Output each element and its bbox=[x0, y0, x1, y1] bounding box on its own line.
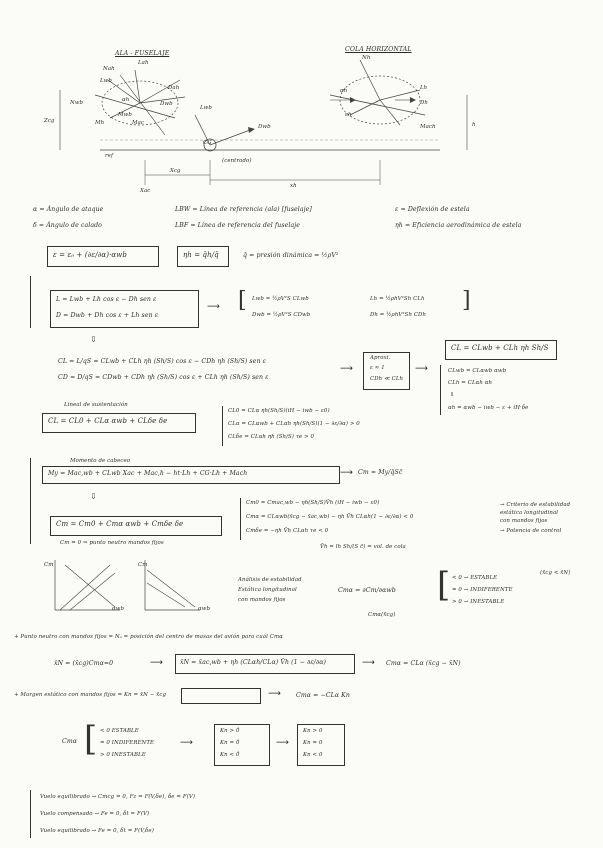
decomp-arrow: ⟶ bbox=[207, 302, 220, 312]
stab-case-3: > 0 → INESTABLE bbox=[452, 599, 505, 605]
def-lbf: LBF = Línea de referencia del fuselaje bbox=[175, 222, 301, 229]
mom-bracket bbox=[30, 458, 31, 544]
decomp-bracket bbox=[30, 276, 31, 328]
stab-title-1: Análisis de estabilidad bbox=[238, 577, 302, 583]
graph-axis-cm-2: Cm bbox=[138, 562, 148, 568]
coef-bracket-open: [ bbox=[238, 288, 247, 313]
def-eta: ηh = Eficiencia aerodinámica de estela bbox=[395, 222, 522, 229]
approx-title: Aproxi. bbox=[370, 355, 391, 361]
cm-case-1: < 0 ESTABLE bbox=[100, 728, 139, 734]
Cm-note-4: → Potencia de control bbox=[500, 528, 562, 534]
side-4: αh = αwb − iwb − ε + iH·δe bbox=[448, 405, 529, 411]
down-arrow-2: ⇩ bbox=[90, 492, 97, 501]
down-arrow-1: ⇩ bbox=[90, 335, 97, 344]
wing-label-lah: Lah bbox=[138, 60, 149, 66]
eta-eq: ηh = q̄h/q̄ bbox=[183, 251, 219, 259]
wing-label-mh: Mh bbox=[95, 120, 105, 126]
cond-bracket bbox=[30, 790, 31, 838]
neutral-line: + Punto neutro con mandos fijos = Nₐ = posición del centro de masas del avión para cuál Cmα bbox=[14, 634, 283, 640]
stab-case-1: < 0 → ESTABLE bbox=[452, 575, 498, 581]
Cm-side-3: Cmδe = −ηh V̄h CLαh τe < 0 bbox=[246, 528, 329, 534]
ref-label: ref bbox=[105, 153, 114, 159]
stab-extra: (x̄cg < x̄N) bbox=[540, 570, 571, 576]
neutral-eq3: Cmα = CLα (x̄cg − x̄N) bbox=[386, 660, 461, 667]
Dh-coef: Dh = ½ρhV²Sh CDh bbox=[370, 312, 427, 318]
M-eq: My = Mac,wb + CLwb Xac + Mac,h − ht·Lh + CG·Lh + Mach bbox=[48, 470, 248, 477]
D-decomp: D = Dwb + Dh cos ε + Lh sen ε bbox=[56, 312, 159, 319]
cm-arrow-1: ⟶ bbox=[180, 738, 193, 748]
approx-1: ε ≈ 1 bbox=[370, 365, 385, 371]
kn-case-1: Kn > 0̂ bbox=[220, 728, 240, 734]
approx-arrow: ⟶ bbox=[415, 364, 428, 374]
Cm-note-2: estática longitudinal bbox=[500, 510, 559, 516]
center-label-h: h bbox=[472, 122, 476, 128]
tail-label-lh: Lh bbox=[420, 85, 428, 91]
graph-axis-cm-1: Cm bbox=[44, 562, 54, 568]
Lh-coef: Lh = ½ρhV²Sh CLh bbox=[370, 296, 425, 302]
stab-case-2: = 0 → INDIFERENTE bbox=[452, 587, 513, 593]
center-label-xac: Xac bbox=[140, 188, 151, 194]
side-1: CLwb = CLαwb αwb bbox=[448, 368, 507, 374]
approx-2: CDh ≪ CLh bbox=[370, 376, 404, 382]
graph-axis-alpha-1: αwb bbox=[112, 606, 125, 612]
Cm-lin: Cm = Cm0 + Cmα αwb + Cmδe δe bbox=[56, 520, 184, 528]
wing-label-nwb: Nwb bbox=[70, 100, 84, 106]
eps-eq: ε = ε₀ + (∂ε/∂α)·αwb bbox=[53, 251, 127, 259]
margin-line: + Margen estático con mandos fijos = Kn = x̄N − x̄cg bbox=[14, 692, 166, 698]
tail-label-eps: εh bbox=[345, 112, 352, 118]
stab-formula: Cmα = ∂Cm/∂αwb bbox=[338, 587, 396, 594]
L-coef: Lwb = ½ρV²S CLwb bbox=[252, 296, 309, 302]
kn-case-3: Kn < 0̂ bbox=[220, 752, 240, 758]
Cm-side-2: Cmα = CLαwb(x̄cg − x̄ac,wb) − ηh V̄h CLαh(1 − ∂ε/∂α) < 0 bbox=[246, 514, 414, 520]
wing-label-lwb: Lwb bbox=[100, 78, 112, 84]
stab-cmalpha: Cmα(x̄cg) bbox=[368, 612, 396, 618]
center-label-lwb: Lwb bbox=[200, 105, 212, 111]
wing-label-dah: Dah bbox=[168, 85, 180, 91]
neutral-eq1: x̄N = (x̄cg)Cmα=0 bbox=[54, 660, 114, 667]
stab-title-2: Estática longitudinal bbox=[238, 587, 297, 593]
wing-label-alpha: αh bbox=[122, 97, 130, 103]
cm-bracket: [ bbox=[84, 719, 98, 759]
CL-lin-bracket bbox=[222, 406, 223, 446]
cond-3: Vuelo equilibrado → Fe = 0, δt = F(V,δe) bbox=[40, 828, 154, 834]
center-label-cg: CG bbox=[203, 140, 212, 146]
stab-bracket: [ bbox=[437, 565, 451, 605]
Vh-def: V̄h = lh Sh/(S c̄) = vol. de cola bbox=[320, 544, 406, 550]
side-2: CLh = CLαh αh bbox=[448, 380, 493, 386]
coef-bracket-close: ] bbox=[462, 288, 471, 313]
wing-label-dwb: Dwb bbox=[160, 101, 173, 107]
margin-arrow: ⟶ bbox=[268, 689, 281, 699]
Cm-def: Cm = My/q̄Sc̄ bbox=[358, 469, 403, 476]
Cm-note-1: → Criterio de estabilidad bbox=[500, 502, 571, 508]
neutral-arrow-1: ⟶ bbox=[150, 658, 163, 668]
cg-label: (centrado) bbox=[222, 158, 252, 164]
M-arrow: ⟶ bbox=[340, 468, 353, 478]
L-decomp: L = Lwb + Lh cos ε − Dh sen ε bbox=[56, 296, 157, 303]
def-lbw: LBW = Línea de referencia (ala) [fuselaje] bbox=[175, 206, 312, 213]
neutral-arrow-2: ⟶ bbox=[362, 658, 375, 668]
center-label-dwb: Dwb bbox=[258, 124, 271, 130]
tail-label-alpha: αh bbox=[340, 88, 348, 94]
tail-title: COLA HORIZONTAL bbox=[345, 46, 412, 53]
wing-title: ALA - FUSELAJE bbox=[115, 50, 170, 57]
cond-2: Vuelo compensado → Fe = 0, δt = F(V) bbox=[40, 811, 150, 817]
CL-lin-side-2: CLα = CLαwb + CLαh ηh(Sh/S)(1 − ∂ε/∂α) > 0 bbox=[228, 421, 360, 427]
CL-full: CL = L/qS = CLwb + CLh ηh (Sh/S) cos ε − CDh ηh (Sh/S) sen ε bbox=[58, 358, 267, 365]
cm-arrow-2: ⟶ bbox=[276, 738, 289, 748]
kn2-case-1: Kn > 0 bbox=[303, 728, 323, 734]
def-alpha: α = Ángulo de ataque bbox=[33, 206, 104, 213]
graph-axis-alpha-2: αwb bbox=[198, 606, 211, 612]
side-bracket bbox=[440, 365, 441, 415]
cond-1: Vuelo equilibrado → Cmcg = 0, Fz = F(V,δe), δe = F(V) bbox=[40, 794, 196, 800]
CL-lin-side-1: CL0 = CLα ηh(Sh/S)(iH − iwb − ε0) bbox=[228, 408, 330, 414]
neutral-eq2: x̄N = x̄ac,wb + ηh (CLαh/CLα) V̄h (1 − ∂ε/∂α) bbox=[180, 659, 327, 666]
stab-title-3: con mandos fijos bbox=[238, 597, 286, 603]
center-label-zcg: Zcg bbox=[44, 118, 55, 124]
center-label-xh: xh bbox=[290, 183, 297, 189]
def-eps: ε = Deflexión de estela bbox=[395, 206, 470, 213]
D-coef: Dwb = ½ρV²S CDwb bbox=[252, 312, 311, 318]
tail-label-mach: Mach bbox=[420, 124, 436, 130]
kn-case-2: Kn = 0̂ bbox=[220, 740, 240, 746]
margin-box bbox=[181, 688, 261, 704]
kn2-case-3: Kn < 0 bbox=[303, 752, 323, 758]
q-eq: q̄ = presión dinámica = ½ρV² bbox=[243, 252, 339, 259]
def-delta: δ = Ángulo de calado bbox=[33, 222, 103, 229]
full-arrow: ⟶ bbox=[340, 364, 353, 374]
CL-lin-side-3: CLδe = CLαh ηh (Sh/S) τe > 0 bbox=[228, 434, 314, 440]
aircraft-diagram bbox=[0, 0, 603, 200]
Cm-note-3: con mandos fijos bbox=[500, 518, 548, 524]
wing-label-nah: Nah bbox=[103, 66, 115, 72]
Cm-side-bracket bbox=[240, 498, 241, 540]
CL-lin: CL = CL0 + CLα αwb + CLδe δe bbox=[48, 417, 168, 425]
cm0-note: Cm = 0 ⇒ punto neutro mandos fijos bbox=[60, 540, 164, 546]
CD-full: CD = D/qS = CDwb + CDh ηh (Sh/S) cos ε + CLh ηh (Sh/S) sen ε bbox=[58, 374, 269, 381]
kn2-case-2: Kn = 0 bbox=[303, 740, 323, 746]
cm-case-3: > 0 INESTABLE bbox=[100, 752, 146, 758]
tail-label-dh: Dh bbox=[420, 100, 428, 106]
cm-label: Cmα bbox=[62, 738, 78, 745]
lin-title: Lineal de sustentación bbox=[64, 402, 128, 408]
margin-eq: Cmα = −CLα Kn bbox=[296, 692, 350, 699]
Cm-side-1: Cm0 = Cmac,wb − ηh(Sh/S)V̄h (iH − iwb − ε0) bbox=[246, 500, 380, 506]
cm-case-2: = 0 INDIFERENTE bbox=[100, 740, 155, 746]
center-label-xcg: Xcg bbox=[170, 168, 181, 174]
tail-label-nh: Nh bbox=[362, 55, 371, 61]
mom-title: Momento de cabeceo bbox=[70, 458, 131, 464]
CL-result: CL = CLwb + CLh ηh Sh/S bbox=[451, 344, 549, 352]
wing-label-mwb: Mwb bbox=[118, 112, 132, 118]
wing-label-mac: Mac bbox=[132, 120, 145, 126]
side-3: ⇓ bbox=[450, 392, 455, 398]
